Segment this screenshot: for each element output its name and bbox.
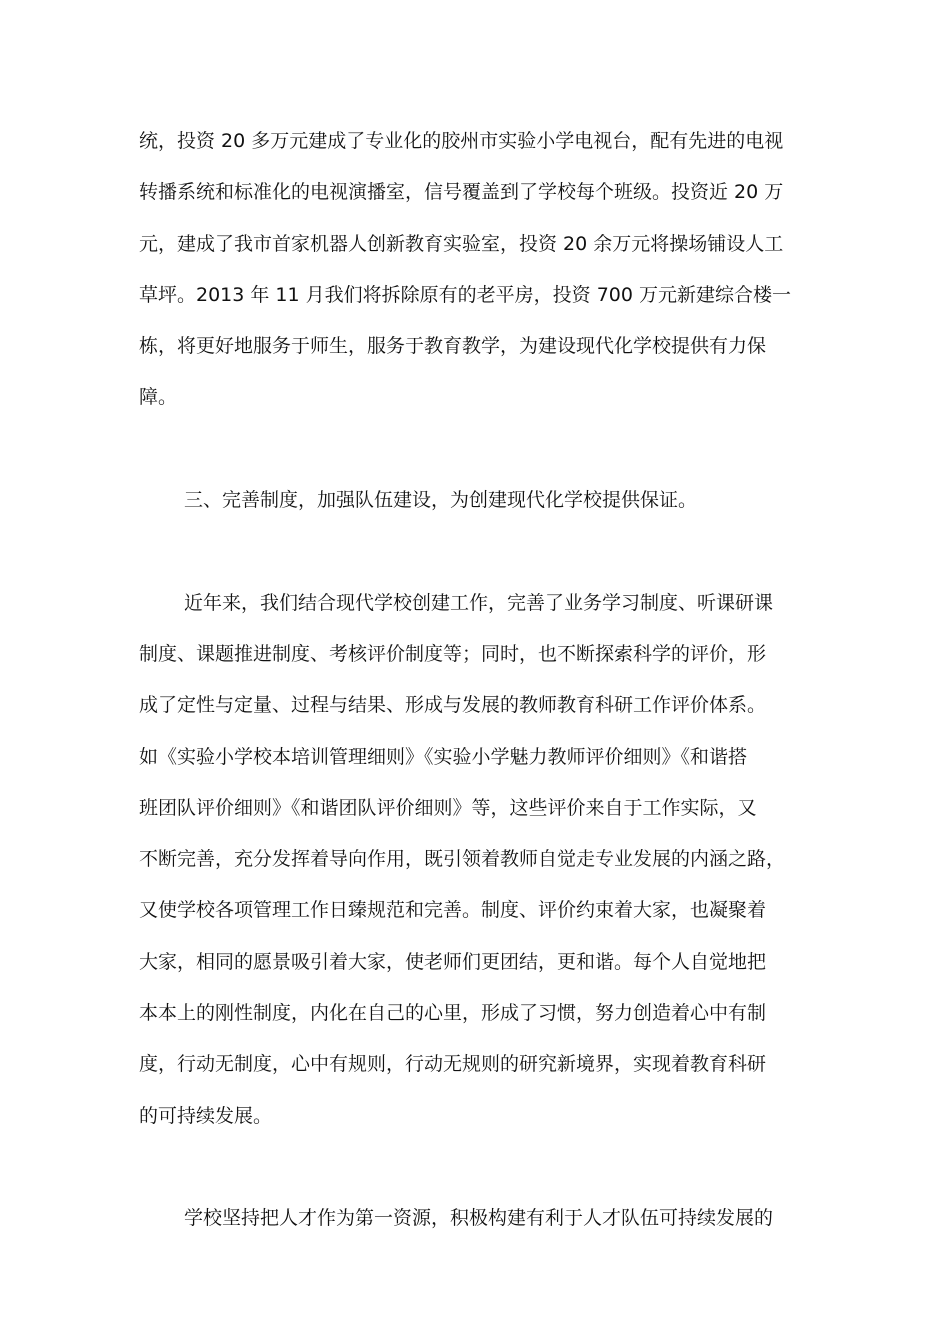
- text-line: 转播系统和标准化的电视演播室，信号覆盖到了学校每个班级。投资近 20 万: [139, 181, 784, 204]
- text-line: 成了定性与定量、过程与结果、形成与发展的教师教育科研工作评价体系。: [139, 694, 767, 717]
- paragraph-talent: [139, 1193, 839, 1244]
- text-line: 近年来，我们结合现代学校创建工作，完善了业务学习制度、听课研课: [184, 591, 774, 614]
- text-line: 的可持续发展。: [139, 1104, 273, 1127]
- text-line: 栋，将更好地服务于师生，服务于教育教学，为建设现代化学校提供有力保: [139, 335, 767, 358]
- text-line: 障。: [139, 386, 178, 409]
- text-line: 大家，相同的愿景吸引着大家，使老师们更团结，更和谐。每个人自觉地把: [139, 950, 767, 973]
- paragraph-spacer: [139, 424, 839, 475]
- text-line: 统，投资 20 多万元建成了专业化的胶州市实验小学电视台，配有先进的电视: [139, 130, 784, 152]
- text-line: 学校坚持把人才作为第一资源，积极构建有利于人才队伍可持续发展的: [184, 1207, 774, 1230]
- document-body: [139, 116, 839, 1245]
- text-line: 不断完善，充分发挥着导向作用，既引领着教师自觉走专业发展的内涵之路，: [139, 848, 786, 871]
- paragraph-spacer: [139, 1142, 839, 1193]
- text-line: 又使学校各项管理工作日臻规范和完善。制度、评价约束着大家，也凝聚着: [139, 899, 767, 922]
- text-line: 度，行动无制度，心中有规则，行动无规则的研究新境界，实现着教育科研: [139, 1053, 767, 1076]
- paragraph-system-evaluation: [139, 578, 839, 1142]
- heading-line: 三、完善制度，加强队伍建设，为创建现代化学校提供保证。: [184, 489, 698, 512]
- text-line: 草坪。2013 年 11 月我们将拆除原有的老平房，投资 700 万元新建综合楼一: [139, 283, 791, 306]
- section-heading: [139, 475, 839, 526]
- paragraph-investment: [139, 116, 839, 424]
- paragraph-spacer: [139, 526, 839, 577]
- text-line: 班团队评价细则》《和谐团队评价细则》等，这些评价来自于工作实际，又: [139, 796, 757, 819]
- text-line: 制度、课题推进制度、考核评价制度等；同时，也不断探索科学的评价，形: [139, 642, 767, 665]
- text-line: 本本上的刚性制度，内化在自己的心里，形成了习惯，努力创造着心中有制: [139, 1002, 767, 1025]
- text-line: 元，建成了我市首家机器人创新教育实验室，投资 20 余万元将操场铺设人工: [139, 232, 784, 255]
- text-line: 如《实验小学校本培训管理细则》《实验小学魅力教师评价细则》《和谐搭: [139, 745, 748, 768]
